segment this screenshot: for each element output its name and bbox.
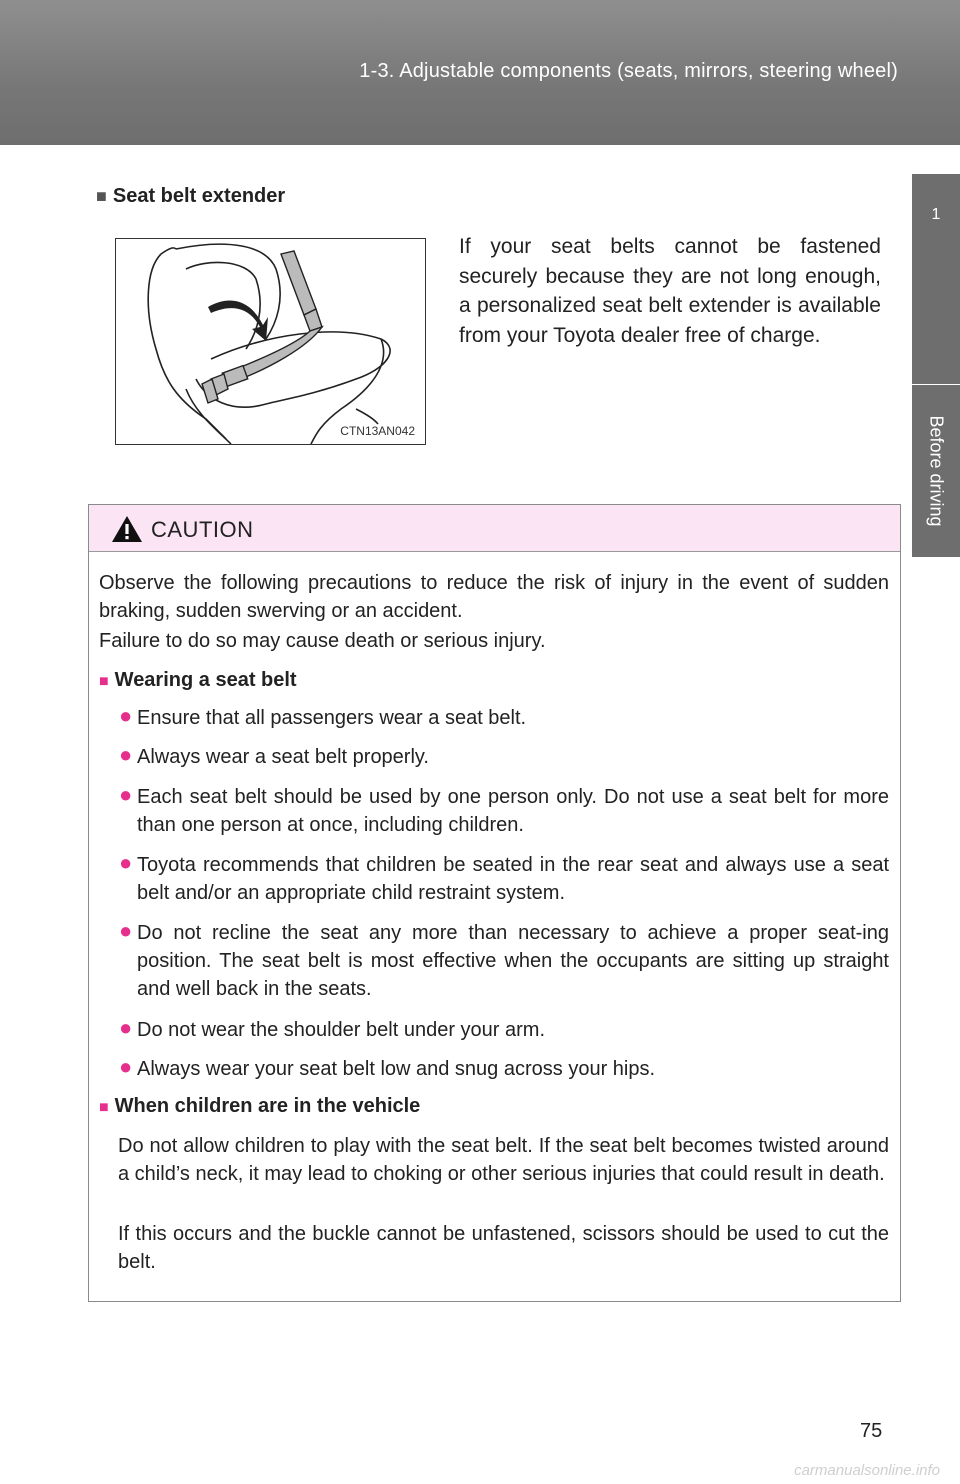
- chapter-label-tab: [912, 385, 960, 557]
- bullet-item: [119, 919, 889, 1003]
- chapter-label: Before driving: [926, 415, 947, 527]
- bullet-icon: ●: [119, 918, 133, 943]
- caution-header: [89, 505, 900, 552]
- subsection-title: When children are in the vehicle: [114, 1095, 421, 1117]
- page-header: [0, 0, 960, 145]
- caution-title: CAUTION: [151, 517, 254, 542]
- bullet-text: Do not recline the seat any more than necessary to achieve a proper seat-ing position. The seat belt is most effective when the occupants are sitting up straight and well back in the seats.: [137, 922, 889, 1000]
- section-title: Seat belt extender: [112, 185, 286, 207]
- bullet-icon: ●: [119, 742, 133, 767]
- subsection-marker: ■: [99, 673, 109, 690]
- bullet-item: [119, 1055, 889, 1083]
- page-number: 75: [860, 1420, 883, 1442]
- bullet-text: Always wear your seat belt low and snug across your hips.: [137, 1058, 656, 1080]
- bullet-text: Ensure that all passengers wear a seat belt.: [137, 707, 527, 729]
- bullet-item: [119, 783, 889, 839]
- children-paragraph-2: If this occurs and the buckle cannot be unfastened, scissors should be used to cut the belt.: [118, 1223, 889, 1273]
- bullet-icon: ●: [119, 703, 133, 728]
- subsection-title: Wearing a seat belt: [114, 669, 297, 691]
- seat-belt-extender-figure: [115, 238, 426, 445]
- header-title: 1-3. Adjustable components (seats, mirrors, steering wheel): [359, 60, 898, 82]
- bullet-item: [119, 851, 889, 907]
- chapter-number-tab: [912, 172, 960, 386]
- caution-intro: Observe the following precautions to reduce the risk of injury in the event of sudden braking, sudden swerving or an accident.: [99, 572, 889, 622]
- bullet-item: [119, 1016, 889, 1044]
- bullet-item: [119, 743, 889, 771]
- section-heading: [96, 185, 285, 208]
- chapter-number: 1: [931, 206, 941, 223]
- bullet-icon: ●: [119, 850, 133, 875]
- bullet-item: [119, 704, 889, 732]
- figure-code: CTN13AN042: [340, 424, 415, 438]
- children-paragraph-1: Do not allow children to play with the seat belt. If the seat belt becomes twisted around a child’s neck, it may lead to choking or other serious injuries that could result in death.: [118, 1135, 889, 1185]
- bullet-text: Do not wear the shoulder belt under your arm.: [137, 1019, 545, 1041]
- intro-paragraph: If your seat belts cannot be fastened securely because they are not long enough, a personalized seat belt extender is available from your Toyota dealer free of charge.: [459, 235, 881, 347]
- bullet-text: Always wear a seat belt properly.: [137, 746, 429, 768]
- subsection-wearing-seat-belt: [99, 669, 297, 692]
- seat-illustration: [116, 239, 425, 444]
- bullet-text: Toyota recommends that children be seated in the rear seat and always use a seat belt and/or an appropriate child restraint system.: [137, 854, 889, 904]
- caution-box: [88, 504, 901, 1302]
- caution-intro-2: Failure to do so may cause death or serious injury.: [99, 630, 546, 652]
- bullet-icon: ●: [119, 1015, 133, 1040]
- warning-icon: [111, 515, 143, 543]
- subsection-marker: ■: [99, 1099, 109, 1116]
- bullet-icon: ●: [119, 1054, 133, 1079]
- bullet-text: Each seat belt should be used by one person only. Do not use a seat belt for more than one person at once, including children.: [137, 786, 889, 836]
- section-marker: ■: [96, 186, 107, 206]
- bullet-icon: ●: [119, 782, 133, 807]
- footer-watermark: carmanualsonline.info: [794, 1462, 940, 1479]
- subsection-children: [99, 1095, 420, 1118]
